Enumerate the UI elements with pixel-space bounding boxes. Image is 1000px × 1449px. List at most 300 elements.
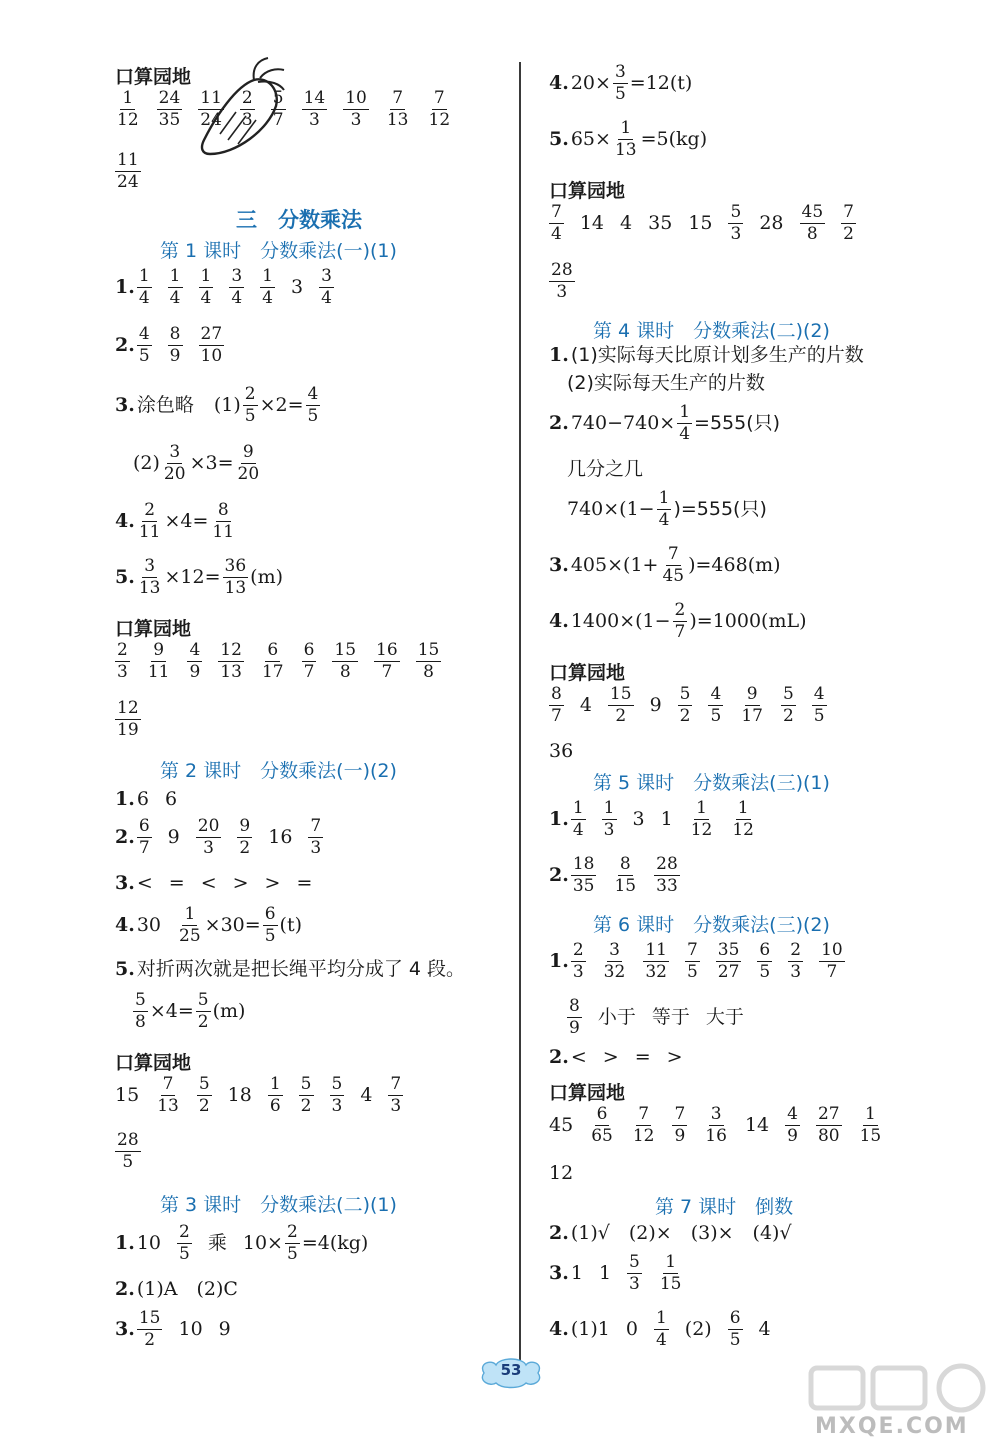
numerator: 36 (224, 556, 247, 576)
expression: 740×(1− (567, 498, 655, 520)
numerator: 1 (169, 266, 181, 286)
fraction (260, 268, 275, 307)
denominator: 17 (261, 662, 284, 682)
numerator: 6 (267, 640, 279, 660)
denominator: 5 (138, 346, 150, 366)
numerator: 4 (189, 640, 201, 660)
fraction (115, 700, 141, 739)
oral-row (549, 686, 843, 725)
unit: (m) (212, 1000, 246, 1022)
denominator: 5 (264, 926, 276, 946)
denominator: 3 (241, 110, 253, 130)
fraction (236, 444, 262, 483)
fraction (788, 942, 803, 981)
question-number: 5. (115, 958, 135, 980)
fraction (673, 602, 688, 641)
denominator: 5 (710, 706, 722, 726)
answer-line (549, 120, 723, 159)
lesson-title: 第 1 课时 分数乘法(一)(1) (160, 240, 397, 262)
denominator: 15 (659, 1274, 682, 1294)
denominator: 33 (656, 876, 678, 896)
numerator: 5 (135, 990, 146, 1010)
numerator: 1 (655, 1308, 667, 1328)
fraction (137, 818, 152, 857)
denominator: 9 (569, 1018, 580, 1038)
oral-row (549, 1164, 589, 1183)
answer-value: 等于 (651, 1006, 690, 1028)
denominator: 35 (158, 110, 181, 130)
numerator: 4 (787, 1104, 798, 1124)
answer-text: 对折两次就是把长绳平均分成了 4 段。 (136, 958, 466, 980)
denominator: 12 (428, 110, 451, 130)
numerator: 1 (603, 798, 615, 818)
fraction (608, 686, 634, 725)
fraction (137, 326, 152, 365)
fraction (137, 558, 163, 597)
oral-heading: 口算园地 (549, 1082, 626, 1104)
expression: ×4= (164, 510, 209, 532)
answer-value: 4 (620, 212, 633, 234)
answer-value: 6 (164, 788, 178, 810)
answer-line (549, 346, 880, 365)
question-number: 1. (549, 344, 569, 366)
denominator: 3 (310, 838, 322, 858)
fraction (567, 998, 582, 1037)
numerator: 1 (658, 488, 670, 508)
fraction (816, 1106, 842, 1145)
denominator: 6 (269, 1096, 281, 1116)
fraction (157, 90, 183, 129)
fraction (672, 1106, 687, 1145)
fraction (330, 1076, 345, 1115)
numerator: 1 (620, 118, 632, 138)
fraction (177, 906, 203, 945)
numerator: 9 (153, 640, 165, 660)
numerator: 1 (865, 1104, 876, 1124)
answer-line (549, 1048, 699, 1067)
answer-value: 9 (167, 826, 180, 848)
lesson-title: 第 5 课时 分数乘法(三)(1) (593, 772, 830, 794)
question-number: 5. (549, 128, 569, 150)
expression: 10× (242, 1232, 283, 1254)
denominator: 65 (591, 1126, 613, 1146)
question-number: 5. (115, 566, 135, 588)
fraction (571, 856, 597, 895)
numerator: 5 (730, 202, 742, 222)
numerator: 2 (674, 600, 686, 620)
numerator: 7 (551, 202, 562, 222)
answer-value: 15 (688, 212, 713, 234)
numerator: 8 (551, 684, 562, 704)
numerator: 27 (817, 1104, 840, 1124)
numerator: 10 (821, 940, 843, 960)
answer-value: < (200, 872, 217, 894)
answer-line (115, 790, 193, 809)
answer-line (567, 490, 783, 529)
fraction (660, 546, 686, 585)
denominator: 27 (717, 962, 740, 982)
denominator: 2 (197, 1012, 209, 1032)
fraction (571, 942, 586, 981)
fraction (302, 642, 317, 681)
fraction (571, 800, 586, 839)
answer-text: (1)实际每天比原计划多生产的片数 (570, 344, 864, 366)
carrot-icon (196, 56, 286, 160)
numerator: 2 (179, 1222, 190, 1242)
denominator: 7 (272, 110, 284, 130)
answer-value: 30 (136, 914, 162, 936)
numerator: 6 (729, 1308, 741, 1328)
answer-line (115, 558, 299, 597)
numerator: 27 (200, 324, 223, 344)
answer-value: 12 (549, 1162, 574, 1184)
denominator: 3 (730, 224, 742, 244)
fraction (819, 942, 845, 981)
fraction (308, 818, 323, 857)
denominator: 5 (759, 962, 771, 982)
answer-line (115, 502, 252, 541)
answer-line (549, 1310, 787, 1349)
oral-row (549, 742, 589, 761)
question-number: 3. (115, 394, 135, 416)
fraction (197, 1076, 212, 1115)
answer-line (115, 1280, 254, 1299)
numerator: 9 (746, 684, 758, 704)
answer-line (549, 800, 772, 839)
answer-value: 15 (115, 1084, 140, 1106)
answer-value: 14 (579, 212, 605, 234)
numerator: 7 (392, 88, 404, 108)
answer-text: 乘 (207, 1232, 227, 1254)
denominator: 4 (658, 510, 670, 530)
question-number: 1. (549, 950, 569, 972)
oral-row (115, 90, 468, 129)
numerator: 1 (665, 1252, 677, 1272)
numerator: 5 (629, 1252, 640, 1272)
denominator: 3 (308, 110, 320, 130)
denominator: 8 (339, 662, 351, 682)
denominator: 2 (679, 706, 691, 726)
denominator: 25 (179, 926, 201, 946)
denominator: 5 (179, 1244, 190, 1264)
page-number: 53 (500, 1361, 522, 1379)
numerator: 2 (117, 640, 128, 660)
fraction (332, 642, 358, 681)
fraction (268, 1076, 283, 1115)
denominator: 2 (615, 706, 627, 726)
answer-text: (1)A (2)C (136, 1278, 238, 1300)
numerator: 15 (334, 640, 357, 660)
answer-value: 4 (758, 1318, 771, 1340)
denominator: 24 (200, 110, 222, 130)
answer-line (115, 1224, 384, 1263)
numerator: 6 (759, 940, 771, 960)
denominator: 4 (169, 288, 181, 308)
fraction (654, 1310, 669, 1349)
numerator: 8 (169, 324, 181, 344)
expression: =12(t) (629, 72, 693, 94)
expression: )=1000(mL) (689, 610, 807, 632)
denominator: 32 (603, 962, 626, 982)
numerator: 7 (433, 88, 445, 108)
answer-line (549, 404, 796, 443)
numerator: 45 (801, 202, 824, 222)
answer-value: < (570, 1046, 587, 1068)
answer-value: 14 (744, 1114, 770, 1136)
answer-value: 小于 (597, 1006, 636, 1028)
numerator: 6 (303, 640, 315, 660)
answer-line (115, 874, 328, 893)
numerator: 35 (717, 940, 740, 960)
numerator: 8 (569, 996, 580, 1016)
denominator: 11 (212, 522, 235, 542)
expression: 65× (570, 128, 611, 150)
fraction (728, 204, 743, 243)
denominator: 7 (551, 706, 562, 726)
question-number: 3. (549, 1262, 569, 1284)
fraction (549, 262, 575, 301)
denominator: 4 (655, 1330, 667, 1350)
question-number: 1. (115, 1232, 135, 1254)
expression: )=555(只) (673, 498, 767, 520)
question-number: 3. (115, 1318, 135, 1340)
oral-heading: 口算园地 (115, 66, 192, 88)
fraction (177, 1224, 192, 1263)
denominator: 4 (572, 820, 584, 840)
oral-row (115, 642, 457, 681)
numerator: 7 (686, 940, 698, 960)
numerator: 16 (376, 640, 398, 660)
part-label: (1) (213, 394, 241, 416)
numerator: 2 (286, 1222, 298, 1242)
numerator: 8 (619, 854, 631, 874)
fraction (263, 906, 278, 945)
question-number: 2. (549, 864, 569, 886)
fraction (643, 942, 669, 981)
answer-line (115, 326, 240, 365)
answer-line (115, 1310, 247, 1349)
denominator: 7 (303, 662, 315, 682)
denominator: 3 (790, 962, 802, 982)
expression: =5(kg) (640, 128, 708, 150)
question-number: 3. (115, 872, 135, 894)
denominator: 32 (645, 962, 667, 982)
denominator: 2 (843, 224, 854, 244)
numerator: 7 (674, 1104, 686, 1124)
answer-line (549, 64, 708, 103)
question-number: 2. (549, 1046, 569, 1068)
denominator: 12 (690, 820, 713, 840)
answer-line (133, 444, 277, 483)
denominator: 4 (262, 288, 273, 308)
denominator: 5 (686, 962, 698, 982)
answer-value: 0 (625, 1318, 638, 1340)
fraction (162, 444, 188, 483)
answer-value: 35 (648, 212, 673, 234)
lesson-title: 第 3 课时 分数乘法(二)(1) (160, 1194, 397, 1216)
fraction (223, 558, 249, 597)
denominator: 13 (224, 578, 247, 598)
numerator: 3 (231, 266, 243, 286)
fraction (168, 326, 183, 365)
denominator: 7 (674, 622, 686, 642)
answer-line (115, 906, 318, 945)
numerator: 5 (300, 1074, 312, 1094)
fraction (708, 686, 723, 725)
numerator: 28 (117, 1130, 139, 1150)
numerator: 14 (303, 88, 326, 108)
fraction (427, 90, 453, 129)
fraction (657, 490, 672, 529)
denominator: 5 (286, 1244, 298, 1264)
fraction (612, 856, 638, 895)
denominator: 3 (603, 820, 615, 840)
expression: ×12= (164, 566, 221, 588)
denominator: 9 (674, 1126, 686, 1146)
denominator: 5 (813, 706, 825, 726)
denominator: 7 (826, 962, 838, 982)
fraction (285, 1224, 300, 1263)
numerator: 5 (782, 684, 794, 704)
numerator: 2 (241, 88, 253, 108)
denominator: 13 (220, 662, 242, 682)
oral-heading: 口算园地 (549, 662, 626, 684)
question-number: 4. (115, 914, 135, 936)
denominator: 5 (122, 1152, 134, 1172)
numerator: 6 (596, 1104, 608, 1124)
numerator: 1 (737, 798, 749, 818)
numerator: 18 (572, 854, 595, 874)
oral-row (115, 152, 157, 191)
numerator: 28 (551, 260, 573, 280)
answer-value: (1)1 (570, 1318, 610, 1340)
denominator: 3 (203, 838, 214, 858)
numerator: 24 (158, 88, 181, 108)
oral-row (115, 1076, 419, 1115)
denominator: 80 (817, 1126, 840, 1146)
unit-title: 三 分数乘法 (236, 208, 362, 232)
numerator: 15 (417, 640, 440, 660)
fraction (728, 1310, 743, 1349)
fraction (115, 1132, 141, 1171)
numerator: 2 (790, 940, 802, 960)
answer-value: 1 (660, 808, 673, 830)
denominator: 5 (244, 406, 256, 426)
numerator: 3 (710, 1104, 722, 1124)
fraction (654, 856, 680, 895)
answer-value: 9 (649, 694, 662, 716)
fraction (613, 120, 639, 159)
answer-value: < (136, 872, 153, 894)
numerator: 1 (679, 402, 691, 422)
fraction (689, 800, 715, 839)
denominator: 20 (237, 464, 260, 484)
question-number: 4. (549, 610, 569, 632)
question-number: 2. (549, 1222, 569, 1244)
fraction (812, 686, 827, 725)
numerator: 7 (638, 1104, 650, 1124)
fraction (388, 1076, 403, 1115)
question-number: 2. (115, 1278, 135, 1300)
numerator: 1 (269, 1074, 281, 1094)
answer-line (549, 1224, 808, 1243)
numerator: 1 (696, 798, 707, 818)
numerator: 12 (220, 640, 242, 660)
fraction (549, 204, 564, 243)
denominator: 3 (629, 1274, 640, 1294)
denominator: 4 (200, 288, 212, 308)
question-number: 4. (115, 510, 135, 532)
fraction (374, 642, 400, 681)
answer-line (549, 942, 861, 981)
answer-value: 36 (549, 740, 574, 762)
denominator: 4 (138, 288, 150, 308)
fraction (115, 90, 141, 129)
fraction (841, 204, 856, 243)
denominator: 12 (117, 110, 139, 130)
fraction (237, 818, 252, 857)
denominator: 13 (138, 578, 161, 598)
denominator: 17 (741, 706, 763, 726)
numerator: 6 (138, 816, 150, 836)
denominator: 15 (859, 1126, 882, 1146)
answer-value: = (168, 872, 185, 894)
numerator: 4 (307, 384, 319, 404)
denominator: 7 (381, 662, 393, 682)
answer-text: 几分之几 (567, 458, 644, 480)
answer-line (115, 386, 336, 425)
answer-line (567, 460, 659, 479)
fraction (199, 268, 214, 307)
fraction (716, 942, 742, 981)
numerator: 5 (272, 88, 284, 108)
fraction (196, 818, 222, 857)
expression: 740−740× (570, 412, 676, 434)
fraction (133, 992, 148, 1031)
watermark (805, 1362, 995, 1444)
denominator: 11 (138, 522, 161, 542)
denominator: 5 (729, 1330, 741, 1350)
denominator: 12 (732, 820, 754, 840)
question-number: 1. (115, 788, 135, 810)
denominator: 3 (350, 110, 362, 130)
answer-value: 45 (549, 1114, 574, 1136)
page-number-badge (478, 1355, 544, 1389)
lesson-title: 第 6 课时 分数乘法(三)(2) (593, 914, 830, 936)
column-divider (519, 62, 521, 1372)
answer-line (115, 960, 481, 979)
numerator: 4 (710, 684, 722, 704)
fraction (549, 686, 564, 725)
fraction (210, 502, 236, 541)
denominator: 35 (572, 876, 595, 896)
denominator: 12 (632, 1126, 655, 1146)
numerator: 4 (813, 684, 825, 704)
unit: (t) (279, 914, 302, 936)
unit: (m) (250, 566, 283, 588)
denominator: 10 (200, 346, 223, 366)
numerator: 20 (197, 816, 220, 836)
answer-value: = (634, 1046, 651, 1068)
fraction (306, 386, 321, 425)
numerator: 12 (117, 698, 139, 718)
answer-text: (2)实际每天生产的片数 (567, 372, 765, 394)
numerator: 9 (242, 442, 254, 462)
oral-row (549, 262, 591, 301)
numerator: 3 (144, 556, 156, 576)
expression: )=468(m) (688, 554, 781, 576)
fraction (602, 942, 628, 981)
